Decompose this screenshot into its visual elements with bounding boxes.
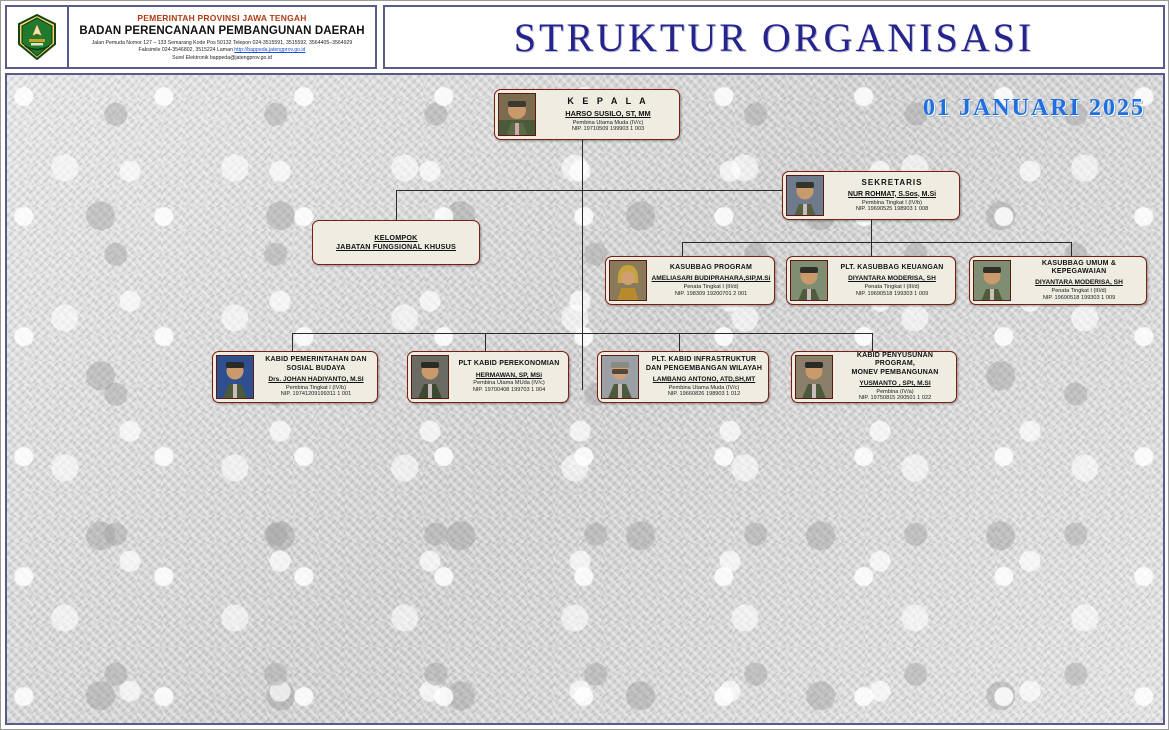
kasubbag-umum-pangkat: Penata Tingkat I (III/d) [1051,288,1107,295]
photo-kabid-infrastruktur [601,355,639,399]
kelompok-line-2: JABATAN FUNGSIONAL KHUSUS [335,241,456,251]
connector-subbag-program-down [682,242,683,256]
effective-date-label: 01 JANUARI 2025 [923,95,1145,121]
node-kasubbag-keuangan[interactable] [786,256,956,305]
node-kasubbag-umum-kepegawaian[interactable] [969,256,1147,305]
agency-line: BADAN PERENCANAAN PEMBANGUNAN DAERAH [79,24,365,37]
agency-text [67,11,375,63]
sekretaris-pangkat: Pembina Tingkat I (IV/b) [861,199,922,206]
photo-kasubbag-keuangan [790,260,828,301]
kabid-penyusunan-nip: NIP. 19750815 200501 1 022 [858,395,932,402]
kepala-jabatan: K E P A L A [567,96,649,107]
kepala-nip: NIP. 19710509 199903 1 003 [571,126,645,133]
kabid-perekonomian-nama: HERMAWAN, SP, MSi [475,371,543,379]
photo-sekretaris [786,175,824,216]
document-title-block [383,5,1165,69]
address-line-1: Jalan Pemuda Nomor 127 – 133 Semarang Kode Pos 50132 Telepon 024-3515591, 3515592, 3564405–3564929 [91,39,353,46]
connector-kepala-down [582,140,583,390]
photo-kepala [498,93,536,136]
node-kelompok-jabatan-fungsional[interactable] [312,220,480,265]
body-kasubbag-keuangan [832,260,952,301]
kasubbag-keuangan-pangkat: Penata Tingkat I (III/d) [864,283,920,290]
kasubbag-umum-nip: NIP. 19690518 199303 1 009 [1042,294,1116,301]
agency-identity-block [5,5,377,69]
kabid-infrastruktur-nama: LAMBANG ANTONO, ATD,SH,MT [652,375,756,383]
kabid-penyusunan-jabatan-line-2: MONEV PEMBANGUNAN [851,368,939,376]
connector-sekretaris-to-subbag [871,220,872,242]
kabid-pemerintahan-nama: Drs. JOHAN HADIYANTO, M.SI [268,375,364,383]
body-kelompok [316,224,476,261]
kabid-pemerintahan-jabatan-line-1: KABID PEMERINTAHAN DAN [265,356,367,364]
address-block [73,40,371,63]
kasubbag-keuangan-nama: DIYANTARA MODERISA, SH [848,275,936,283]
jawa-tengah-emblem-icon [17,14,57,60]
connector-bidang-perekonomian-down [485,333,486,351]
body-kasubbag-umum [1015,260,1143,301]
connector-bidang-pemerintahan-down [292,333,293,351]
body-kabid-pemerintahan [258,355,374,399]
kelompok-line-1: KELOMPOK [374,233,418,243]
kabid-penyusunan-pangkat: Pembina (IV/a) [876,388,914,395]
node-sekretaris[interactable] [782,171,960,220]
node-kabid-penyusunan-program-monev[interactable] [791,351,957,403]
address-line-3: Surel Elektronik bappeda@jatengprov.go.id [172,55,272,62]
node-kasubbag-program[interactable] [605,256,775,305]
connector-bidang-horizontal [292,333,872,334]
kasubbag-keuangan-jabatan: PLT. KASUBBAG KEUANGAN [840,263,944,271]
kepala-pangkat: Pembina Utama Muda (IV/c) [572,119,644,126]
connector-subbag-umum-down [1071,242,1072,256]
header-divider [67,7,69,67]
address-line-2 [73,47,371,55]
node-kabid-perekonomian[interactable] [407,351,569,403]
body-kasubbag-program [651,260,771,301]
photo-kasubbag-umum [973,260,1011,301]
kasubbag-umum-jabatan: KASUBBAG UMUM & KEPEGAWAIAN [1041,259,1117,276]
body-sekretaris [828,175,956,216]
kabid-perekonomian-jabatan: PLT KABID PEREKONOMIAN [458,360,560,368]
connector-bidang-infrastruktur-down [679,333,680,351]
connector-kelompok-down [396,190,397,220]
kasubbag-program-nama: AMELIASARI BUDIPRAHARA,SIP,M.Si [651,275,771,283]
connector-bidang-penyusunan-down [872,333,873,351]
chart-canvas [5,73,1165,725]
kabid-infrastruktur-pangkat: Pembina Utama Muda (IV/c) [668,384,740,391]
kabid-infrastruktur-jabatan-line-1: PLT. KABID INFRASTRUKTUR [651,356,757,364]
sekretaris-jabatan: SEKRETARIS [861,178,923,188]
kabid-pemerintahan-pangkat: Pembina Tingkat I (IV/b) [285,384,346,391]
address-line-2-prefix: Faksimile 024-3546802, 3515224 Laman [138,47,235,54]
kasubbag-program-pangkat: Penata Tingkat I (III/d) [683,283,739,290]
kabid-penyusunan-jabatan-line-1: KABID PENYUSUNAN PROGRAM, [856,352,934,368]
body-kabid-perekonomian [453,355,565,399]
document-header [5,5,1165,69]
node-kabid-pemerintahan-sosial-budaya[interactable] [212,351,378,403]
kabid-perekonomian-nip: NIP. 19700408 199703 1 004 [472,387,546,393]
connector-subbag-keuangan-down [871,242,872,256]
kabid-pemerintahan-nip: NIP. 19741209199311 1 001 [280,391,352,398]
sekretaris-nama: NUR ROHMAT, S.Sos, M.Si [847,190,937,198]
agency-website-link[interactable]: http://bappeda.jatengprov.go.id [234,47,306,54]
photo-kasubbag-program [609,260,647,301]
sekretaris-nip: NIP. 19690525 198903 1 008 [855,206,929,213]
kabid-pemerintahan-jabatan-line-2: SOSIAL BUDAYA [286,364,346,372]
node-kabid-infrastruktur-pengembangan-wilayah[interactable] [597,351,769,403]
kepala-nama: HARSO SUSILO, ST, MM [565,108,651,118]
photo-kabid-pemerintahan [216,355,254,399]
kabid-infrastruktur-nip: NIP. 19660826 198903 1 012 [667,391,741,398]
node-kepala[interactable] [494,89,680,140]
page-title: STRUKTUR ORGANISASI [513,14,1035,60]
connector-subbag-horizontal [682,242,1071,243]
body-kabid-infrastruktur [643,355,765,399]
kasubbag-umum-nama: DIYANTARA MODERISA, SH [1035,279,1123,287]
body-kabid-penyusunan [837,352,953,402]
kabid-infrastruktur-jabatan-line-2: DAN PENGEMBANGAN WILAYAH [645,364,763,372]
body-kepala [540,93,676,136]
province-line: PEMERINTAH PROVINSI JAWA TENGAH [137,13,307,24]
kasubbag-program-nip: NIP. 198309 19200701 2 001 [674,290,748,297]
photo-kabid-penyusunan [795,355,833,399]
kabid-penyusunan-nama: YUSMANTO , SPt, M.SI [859,379,931,387]
kasubbag-keuangan-nip: NIP. 19690518 199303 1 009 [855,290,929,297]
photo-kabid-perekonomian [411,355,449,399]
logo-cell [7,14,67,60]
kasubbag-program-jabatan: KASUBBAG PROGRAM [669,263,753,271]
kabid-perekonomian-pangkat: Pembina Utama MUda (IV/c) [473,380,545,387]
